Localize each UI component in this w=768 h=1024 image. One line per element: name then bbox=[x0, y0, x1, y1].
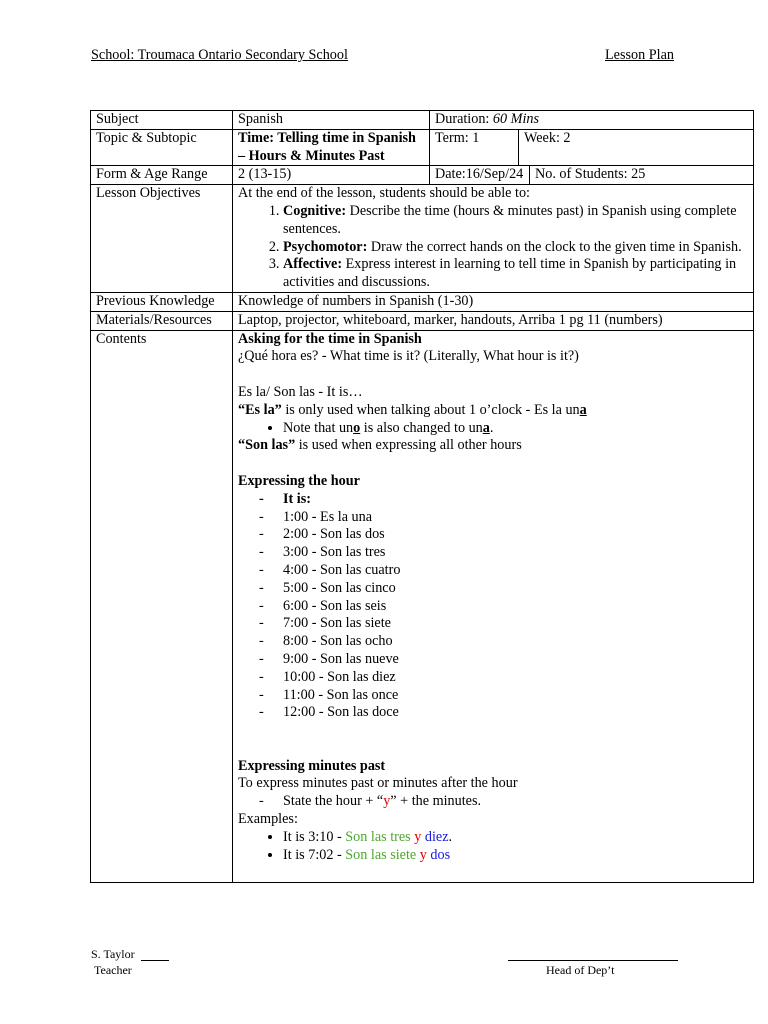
objective-text: Express interest in learning to tell time in Spanish by participating in activities and discussions. bbox=[283, 256, 737, 291]
rule-list bbox=[238, 793, 748, 811]
contents-label: Contents bbox=[91, 330, 233, 882]
objectives-cell bbox=[233, 185, 754, 293]
objective-title: Affective: bbox=[283, 256, 343, 273]
students-value: No. of Students: 25 bbox=[530, 166, 754, 185]
example-item: • It is 7:02 - Son las siete y dos bbox=[283, 847, 748, 865]
example-item: • It is 3:10 - Son las tres y diez. bbox=[283, 829, 748, 847]
hour-item: - 5:00 - Son las cinco bbox=[283, 580, 748, 598]
hour-item: - 4:00 - Son las cuatro bbox=[283, 562, 748, 580]
duration-value: 60 Mins bbox=[492, 111, 540, 127]
row-form bbox=[91, 166, 754, 185]
contents-cell bbox=[233, 330, 754, 882]
row-previous-knowledge bbox=[91, 292, 754, 311]
hours-list bbox=[238, 491, 748, 722]
topic-label: Topic & Subtopic bbox=[91, 129, 233, 166]
row-subject bbox=[91, 111, 754, 130]
note-list bbox=[238, 420, 748, 438]
topic-value: Time: Telling time in Spanish – Hours & Minutes Past bbox=[233, 129, 430, 166]
hour-item: - 1:00 - Es la una bbox=[283, 509, 748, 527]
note-item: • Note that uno is also changed to una. bbox=[283, 420, 748, 438]
hour-item: - 6:00 - Son las seis bbox=[283, 598, 748, 616]
objectives-list bbox=[238, 203, 748, 292]
it-is-item: - It is: bbox=[283, 491, 748, 509]
week-value: Week: 2 bbox=[519, 129, 754, 166]
hour-item: - 11:00 - Son las once bbox=[283, 687, 748, 705]
es-la-line: Es la/ Son las - It is… bbox=[238, 383, 363, 400]
asking-line: ¿Qué hora es? - What time is it? (Literally, What hour is it?) bbox=[238, 348, 579, 365]
rule-item: - State the hour + “y” + the minutes. bbox=[283, 793, 748, 811]
hod-role: Head of Dep’t bbox=[546, 963, 615, 977]
hour-item: - 8:00 - Son las ocho bbox=[283, 633, 748, 651]
hour-item: - 3:00 - Son las tres bbox=[283, 544, 748, 562]
es-la-end: a bbox=[579, 401, 587, 418]
form-label: Form & Age Range bbox=[91, 166, 233, 185]
objectives-intro: At the end of the lesson, students should be able to: bbox=[238, 185, 530, 202]
duration-cell bbox=[430, 111, 754, 130]
examples-label: Examples: bbox=[238, 811, 298, 828]
teacher-signature-line bbox=[141, 960, 169, 961]
hour-item: - 9:00 - Son las nueve bbox=[283, 651, 748, 669]
hod-signature-line bbox=[508, 960, 678, 961]
school-name: School: Troumaca Ontario Secondary School bbox=[91, 47, 348, 63]
document-type: Lesson Plan bbox=[605, 47, 674, 63]
objective-title: Psychomotor: bbox=[283, 238, 368, 255]
row-objectives bbox=[91, 185, 754, 293]
row-materials bbox=[91, 311, 754, 330]
materials-label: Materials/Resources bbox=[91, 311, 233, 330]
son-las-bold: “Son las” bbox=[238, 437, 296, 454]
es-la-rule bbox=[238, 402, 748, 420]
hour-item: - 10:00 - Son las diez bbox=[283, 669, 748, 687]
materials-value: Laptop, projector, whiteboard, marker, handouts, Arriba 1 pg 11 (numbers) bbox=[233, 311, 754, 330]
objective-item bbox=[283, 203, 748, 239]
teacher-name: S. Taylor bbox=[91, 947, 135, 961]
form-value: 2 (13-15) bbox=[233, 166, 430, 185]
objective-text: Describe the time (hours & minutes past) in Spanish using complete sentences. bbox=[283, 202, 737, 237]
objective-item bbox=[283, 256, 748, 292]
lesson-plan-table bbox=[90, 110, 754, 883]
hour-item: - 12:00 - Son las doce bbox=[283, 704, 748, 722]
son-las-text: is used when expressing all other hours bbox=[295, 437, 522, 454]
subject-value: Spanish bbox=[233, 111, 430, 130]
date-value: Date:16/Sep/24 bbox=[430, 166, 530, 185]
subject-label: Subject bbox=[91, 111, 233, 130]
row-contents bbox=[91, 330, 754, 882]
row-topic bbox=[91, 129, 754, 166]
objective-text: Draw the correct hands on the clock to the given time in Spanish. bbox=[367, 238, 742, 255]
asking-heading: Asking for the time in Spanish bbox=[238, 330, 422, 347]
minutes-intro: To express minutes past or minutes after the hour bbox=[238, 775, 518, 792]
examples-list bbox=[238, 829, 748, 865]
son-las-rule bbox=[238, 437, 748, 455]
duration-label: Duration: bbox=[435, 111, 493, 127]
hour-heading: Expressing the hour bbox=[238, 472, 360, 489]
objectives-label: Lesson Objectives bbox=[91, 185, 233, 293]
previous-value: Knowledge of numbers in Spanish (1-30) bbox=[233, 292, 754, 311]
minutes-heading: Expressing minutes past bbox=[238, 757, 386, 774]
hour-item: - 2:00 - Son las dos bbox=[283, 526, 748, 544]
objective-item bbox=[283, 239, 748, 257]
teacher-role: Teacher bbox=[94, 963, 132, 977]
hour-item: - 7:00 - Son las siete bbox=[283, 615, 748, 633]
previous-label: Previous Knowledge bbox=[91, 292, 233, 311]
term-value: Term: 1 bbox=[430, 129, 519, 166]
objective-title: Cognitive: bbox=[283, 202, 347, 219]
es-la-text: is only used when talking about 1 o’clock - Es la un bbox=[281, 401, 580, 418]
es-la-bold: “Es la” bbox=[238, 401, 282, 418]
